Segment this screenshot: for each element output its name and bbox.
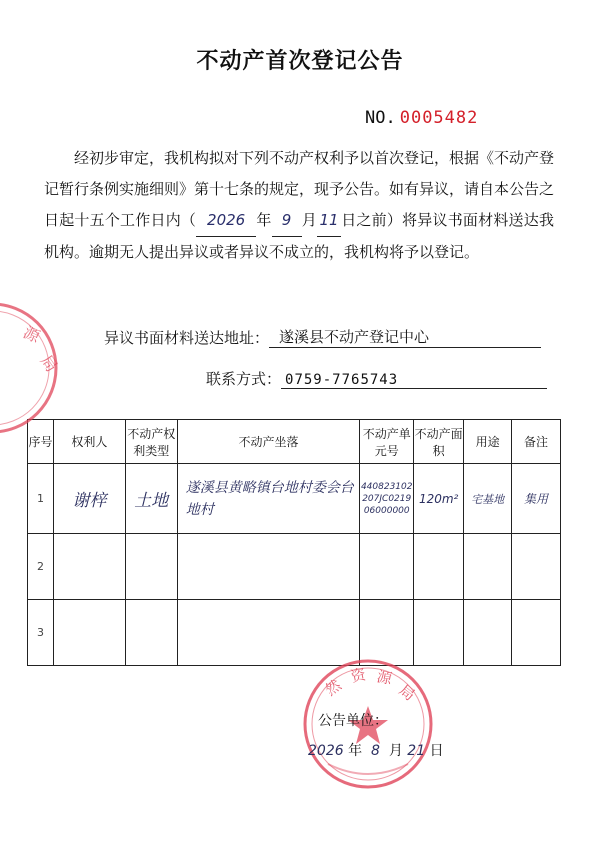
row-use: 宅基地 [464, 464, 512, 534]
row-holder: 谢梓 [53, 464, 125, 534]
serial-prefix: NO. [365, 108, 396, 128]
row-use [464, 534, 512, 600]
table-header-row [28, 420, 561, 464]
svg-text:局: 局 [395, 680, 419, 705]
row-right-type: 土地 [125, 464, 177, 534]
row-use [464, 600, 512, 666]
address-line [104, 326, 541, 348]
serial-value: 0005482 [399, 108, 479, 128]
notice-paragraph [44, 143, 554, 268]
issue-date [308, 740, 444, 760]
row-seq: 2 [28, 534, 54, 600]
header-seq: 序号 [28, 420, 54, 464]
row-remark [512, 600, 561, 666]
row-seq: 1 [28, 464, 54, 534]
svg-text:局: 局 [36, 351, 62, 376]
header-use: 用途 [464, 420, 512, 464]
row-location [177, 534, 360, 600]
header-location: 不动产坐落 [177, 420, 360, 464]
issuer-label: 公告单位： [318, 713, 388, 729]
year-char: 年 [256, 211, 272, 229]
contact-line [206, 368, 547, 389]
row-area [414, 534, 464, 600]
deadline-day: 11 [317, 205, 341, 237]
row-location: 遂溪县黄略镇台地村委会台地村 [177, 464, 360, 534]
row-right-type [125, 534, 177, 600]
notice-text-b: 日之前）将异议书面材料送达我机构。逾期无人提出异议或者异议不成立的，我机构将予以登记。 [44, 211, 554, 261]
header-holder: 权利人 [53, 420, 125, 464]
svg-text:源: 源 [375, 667, 394, 689]
header-area: 不动产面 积 [414, 420, 464, 464]
issue-month: 8 [371, 743, 380, 759]
issue-month-char: 月 [388, 743, 403, 759]
svg-text:资: 资 [349, 665, 368, 686]
row-area: 120m² [414, 464, 464, 534]
deadline-month: 9 [272, 205, 302, 237]
svg-text:源: 源 [20, 322, 43, 347]
row-right-type [125, 600, 177, 666]
month-char: 月 [301, 211, 317, 229]
table-row [28, 600, 561, 666]
registration-table [27, 419, 561, 666]
serial-number [365, 108, 478, 128]
issue-year: 2026 [308, 743, 344, 759]
row-holder [53, 534, 125, 600]
address-value: 遂溪县不动产登记中心 [269, 326, 541, 348]
header-unit-no: 不动产单元号 [360, 420, 414, 464]
row-seq: 3 [28, 600, 54, 666]
address-label: 异议书面材料送达地址： [104, 329, 270, 347]
svg-text:然: 然 [321, 675, 345, 700]
row-holder [53, 600, 125, 666]
issue-day: 21 [407, 743, 426, 759]
row-remark [512, 534, 561, 600]
header-right-type: 不动产权利类型 [125, 420, 177, 464]
issue-day-char: 日 [429, 743, 444, 759]
row-remark: 集用 [512, 464, 561, 534]
header-remark: 备注 [512, 420, 561, 464]
notice-text-a: 经初步审定，我机构拟对下列不动产权利予以首次登记，根据《不动产登记暂行条例实施细则》第十七条的规定，现予公告。如有异议，请自本公告之日起十五个工作日内（ [44, 149, 555, 229]
deadline-year: 2026 [196, 205, 256, 237]
contact-label: 联系方式： [206, 370, 282, 388]
table-row [28, 534, 561, 600]
table-row [28, 464, 561, 534]
page-title: 不动产首次登记公告 [196, 49, 404, 74]
official-seal-partial [0, 298, 62, 438]
row-unit-no: 440823102207JC021906000000 [360, 464, 414, 534]
contact-value: 0759-7765743 [281, 372, 547, 389]
row-unit-no [360, 534, 414, 600]
issue-year-char: 年 [348, 743, 363, 759]
